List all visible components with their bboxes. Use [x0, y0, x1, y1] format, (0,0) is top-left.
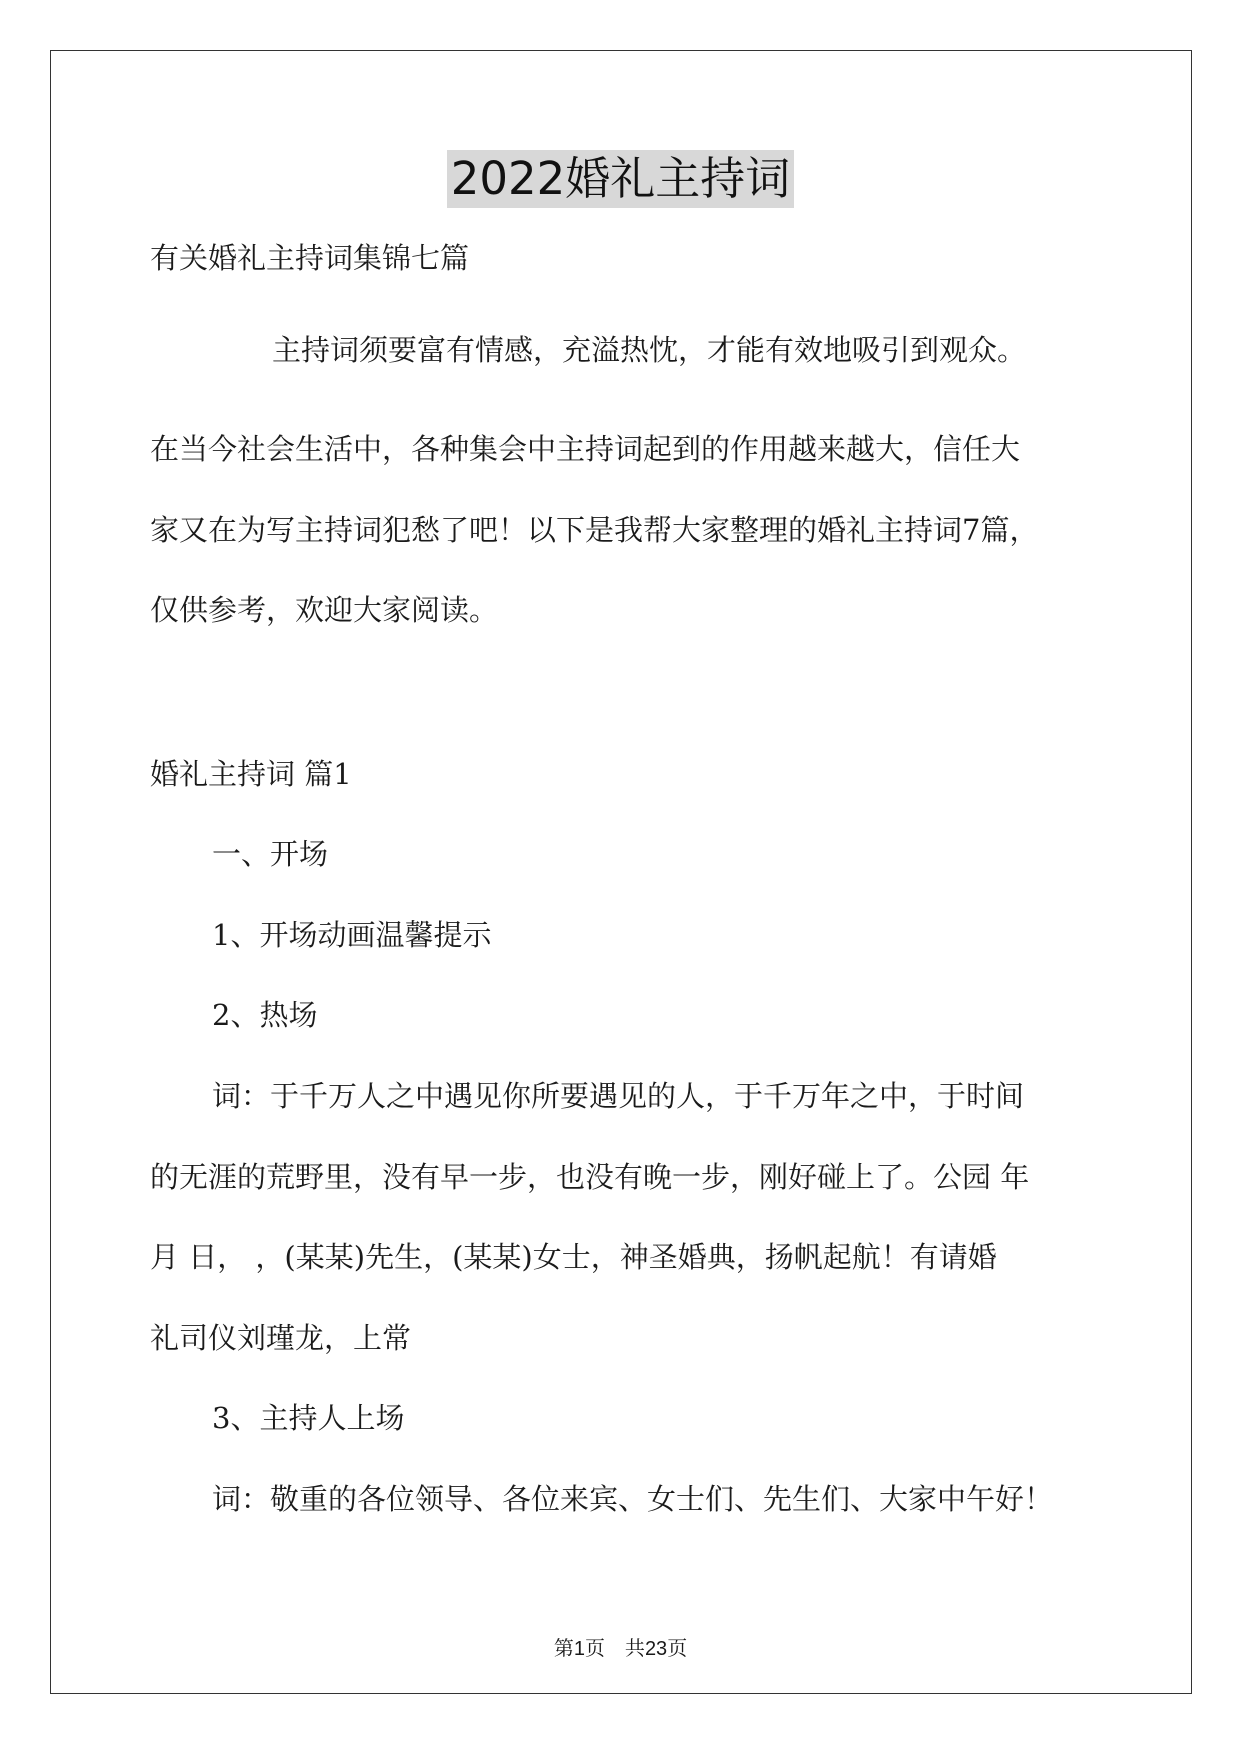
current-page-number: 1 [573, 1638, 585, 1660]
document-subtitle: 有关婚礼主持词集锦七篇 [150, 241, 470, 275]
page-label-prefix: 第 [553, 1636, 574, 1660]
total-pages-number: 23 [644, 1638, 668, 1660]
intro-line-1: 主持词须要富有情感，充溢热忱，才能有效地吸引到观众。 [272, 333, 1027, 367]
document-title: 2022婚礼主持词 [447, 150, 795, 208]
intro-line-4: 仅供参考，欢迎大家阅读。 [150, 593, 499, 627]
body-line-1: 一、开场 [212, 837, 329, 871]
body-line-4: 词：于千万人之中遇见你所要遇见的人，于千万年之中，于时间 [212, 1079, 1025, 1113]
page-label-mid: 页 共 [584, 1636, 645, 1660]
title-container [0, 150, 1241, 208]
body-line-3: 2、热场 [212, 998, 318, 1032]
body-line-9: 词：敬重的各位领导、各位来宾、女士们、先生们、大家中午好！ [212, 1482, 1054, 1516]
section-heading: 婚礼主持词 篇1 [150, 757, 352, 791]
body-line-8: 3、主持人上场 [212, 1401, 405, 1435]
body-line-7: 礼司仪刘瑾龙，上常 [150, 1321, 412, 1355]
page-label-suffix: 页 [667, 1636, 688, 1660]
intro-line-3: 家又在为写主持词犯愁了吧！以下是我帮大家整理的婚礼主持词7篇， [150, 513, 1039, 547]
body-line-2: 1、开场动画温馨提示 [212, 918, 492, 952]
body-line-6: 月 日， ，(某某)先生，(某某)女士，神圣婚典，扬帆起航！有请婚 [150, 1240, 997, 1274]
intro-line-2: 在当今社会生活中，各种集会中主持词起到的作用越来越大，信任大 [150, 432, 1021, 466]
body-line-5: 的无涯的荒野里，没有早一步，也没有晚一步，刚好碰上了。公园 年 [150, 1160, 1030, 1194]
page-footer [0, 1634, 1241, 1663]
